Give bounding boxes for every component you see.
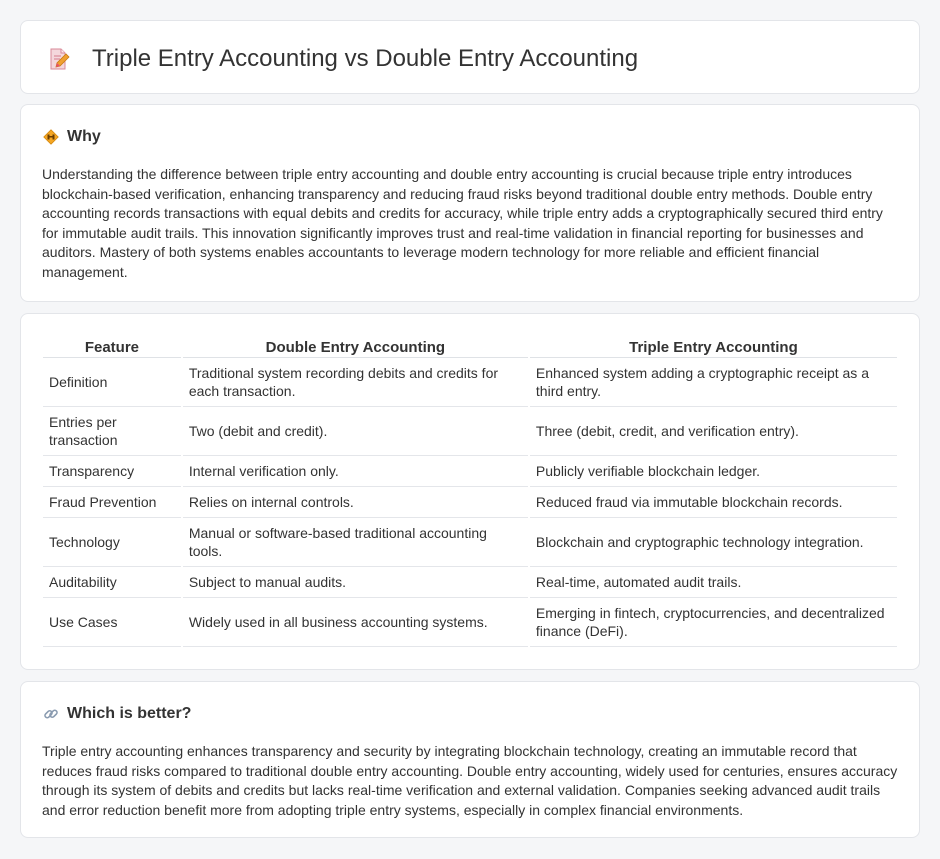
table-header-row [43, 336, 897, 358]
table-row [43, 456, 897, 487]
better-heading [43, 705, 191, 723]
feature-cell: Technology [43, 518, 181, 567]
feature-cell: Entries per transaction [43, 407, 181, 456]
double-entry-cell: Traditional system recording debits and credits for each transaction. [183, 358, 528, 407]
table-row [43, 487, 897, 518]
which-is-better-section [20, 681, 920, 838]
triple-entry-cell: Enhanced system adding a cryptographic receipt as a third entry. [530, 358, 897, 407]
why-paragraph: Understanding the difference between triple entry accounting and double entry accounting is crucial because triple entry introduces blockchain-based verification, enhancing transparency and reducing fraud risks beyond traditional double entry methods. Double entry accounting records transactions with equal debits and credits for accuracy, while triple entry adds a cryptographically secured third entry for immutable audit trails. This innovation significantly improves trust and real-time validation in financial reporting for businesses and auditors. Mastery of both systems enables accountants to leverage modern technology for more reliable and efficient financial management. [42, 166, 883, 280]
triple-entry-cell: Real-time, automated audit trails. [530, 567, 897, 598]
triple-entry-cell: Reduced fraud via immutable blockchain records. [530, 487, 897, 518]
link-icon [43, 706, 59, 722]
better-title: Which is better? [67, 705, 192, 722]
table-row [43, 567, 897, 598]
comparison-table [41, 336, 899, 647]
double-entry-cell: Internal verification only. [183, 456, 528, 487]
feature-cell: Fraud Prevention [43, 487, 181, 518]
triple-entry-cell: Three (debit, credit, and verification entry). [530, 407, 897, 456]
triple-entry-cell: Emerging in fintech, cryptocurrencies, and decentralized finance (DeFi). [530, 598, 897, 647]
table-row [43, 407, 897, 456]
comparison-section [20, 313, 920, 670]
diamond-sign-icon [43, 129, 59, 145]
why-title: Why [67, 128, 101, 145]
triple-entry-cell: Blockchain and cryptographic technology integration. [530, 518, 897, 567]
table-row [43, 598, 897, 647]
why-section [20, 104, 920, 302]
table-row [43, 518, 897, 567]
double-entry-cell: Subject to manual audits. [183, 567, 528, 598]
feature-cell: Definition [43, 358, 181, 407]
feature-cell: Transparency [43, 456, 181, 487]
feature-cell: Auditability [43, 567, 181, 598]
triple-entry-cell: Publicly verifiable blockchain ledger. [530, 456, 897, 487]
header-feature: Feature [43, 336, 181, 358]
header-double-entry: Double Entry Accounting [183, 336, 528, 358]
double-entry-cell: Widely used in all business accounting systems. [183, 598, 528, 647]
feature-cell: Use Cases [43, 598, 181, 647]
header-triple-entry: Triple Entry Accounting [530, 336, 897, 358]
document-pencil-icon [47, 47, 71, 71]
header-card [20, 20, 920, 94]
better-paragraph: Triple entry accounting enhances transparency and security by integrating blockchain technology, creating an immutable record that reduces fraud risks compared to traditional double entry accounting. Double entry accounting, widely used for centuries, ensures accuracy through its system of debits and credits but lacks real-time verification and external validation. Companies seeking advanced audit trails and error reduction benefit more from adopting triple entry systems, especially in complex financial environments. [42, 743, 898, 818]
page-title: Triple Entry Accounting vs Double Entry Accounting [92, 45, 639, 72]
double-entry-cell: Manual or software-based traditional accounting tools. [183, 518, 528, 567]
why-heading [43, 128, 101, 146]
double-entry-cell: Two (debit and credit). [183, 407, 528, 456]
table-row [43, 358, 897, 407]
double-entry-cell: Relies on internal controls. [183, 487, 528, 518]
